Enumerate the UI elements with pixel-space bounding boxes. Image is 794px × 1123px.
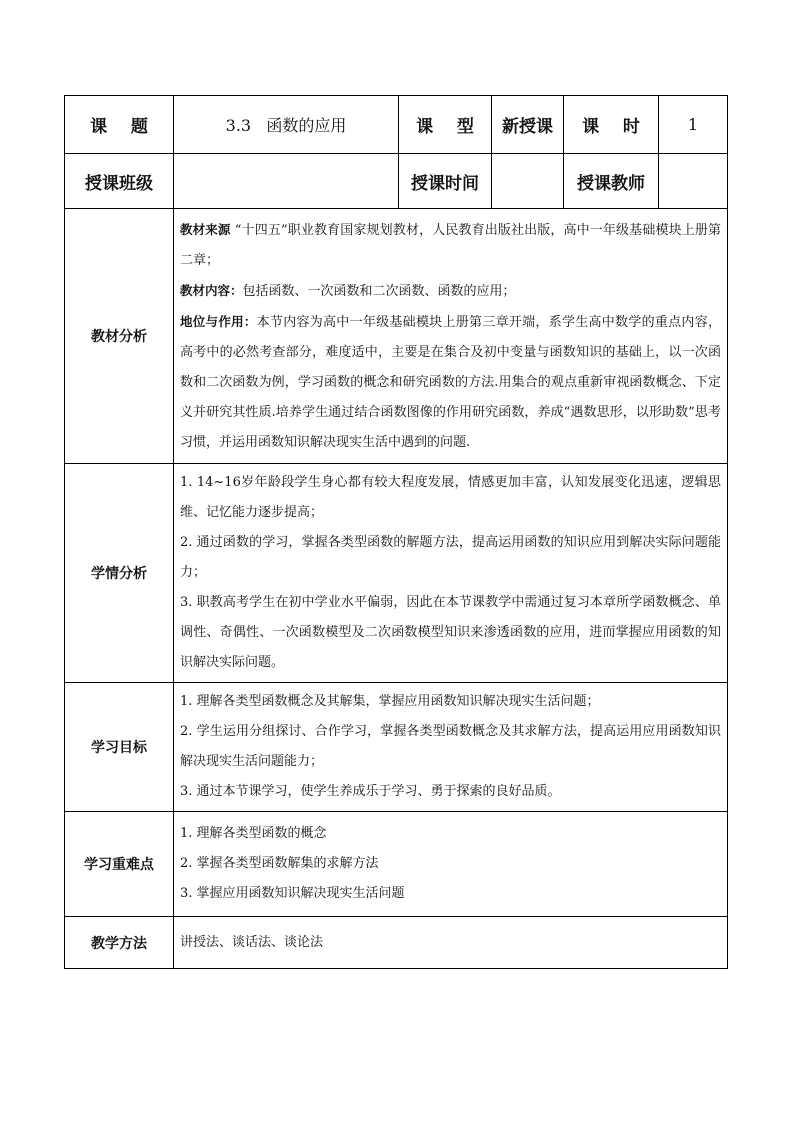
material-role: [180, 307, 721, 458]
material-source-text: “十四五”职业教育国家规划教材，人民教育出版社出版，高中一年级基础模块上册第二章；: [180, 222, 721, 268]
key-points-item: 2. 掌握各类型函数解集的求解方法: [180, 856, 379, 871]
material-source: [180, 215, 721, 276]
key-points-label: 学习重难点: [65, 812, 174, 917]
time-label: 授课时间: [399, 154, 492, 209]
goals-item: 1. 理解各类型函数概念及其解集，掌握应用函数知识解决现实生活问题；: [180, 694, 600, 709]
students-item: 3. 职教高考学生在初中学业水平偏弱，因此在本节课教学中需通过复习本章所学函数概念、单调性、奇偶性、一次函数模型及二次函数模型知识来渗透函数的应用，进而掌握应用函数的知识解决实际问题。: [180, 595, 721, 670]
students-label: 学情分析: [65, 464, 174, 683]
key-points-item: 3. 掌握应用函数知识解决现实生活问题: [180, 886, 405, 901]
methods-label: 教学方法: [65, 917, 174, 969]
goals-row: [65, 683, 728, 812]
header-row-1: [65, 96, 728, 154]
lesson-plan-table: [64, 95, 728, 969]
students-item: 2. 通过函数的学习，掌握各类型函数的解题方法，提高运用函数的知识应用到解决实际问题能力；: [180, 535, 721, 580]
period-label: 课 时: [564, 96, 659, 154]
key-points-item: 1. 理解各类型函数的概念: [180, 826, 327, 841]
methods-row: [65, 917, 728, 969]
topic-label: 课 题: [65, 96, 174, 154]
material-content-line: [180, 276, 721, 307]
students-item: 1. 14~16岁年龄段学生身心都有较大程度发展，情感更加丰富，认知发展变化迅速，逻辑思维、记忆能力逐步提高；: [180, 475, 721, 520]
class-value: [174, 154, 399, 209]
students-row: [65, 464, 728, 683]
type-value: 新授课: [492, 96, 564, 154]
students-content: [174, 464, 728, 683]
material-role-text: 本节内容为高中一年级基础模块上册第三章开端，系学生高中数学的重点内容，高考中的必然考查部分，难度适中，主要是在集合及初中变量与函数知识的基础上，以一次函数和二次函数为例，学习函数的概念和研究函数的方法.用集合的观点重新审视函数概念、下定义并研究其性质.培养学生通过结合函数图像的作用研究函数，养成“遇数思形，以形助数”思考习惯，并运用函数知识解决现实生活中遇到的问题.: [180, 314, 721, 450]
material-content-title: 教材内容：: [180, 282, 243, 298]
goals-item: 2. 学生运用分组探讨、合作学习，掌握各类型函数概念及其求解方法，提高运用应用函数知识解决现实生活问题能力；: [180, 724, 721, 769]
material-role-title: 地位与作用：: [180, 313, 257, 329]
period-value: 1: [659, 96, 728, 154]
material-content-text: 包括函数、一次函数和二次函数、函数的应用；: [242, 283, 516, 299]
time-value: [492, 154, 564, 209]
material-content: [174, 209, 728, 464]
methods-content: 讲授法、谈话法、谈论法: [174, 917, 728, 969]
topic-value: 3.3 函数的应用: [174, 96, 399, 154]
material-label: 教材分析: [65, 209, 174, 464]
goals-label: 学习目标: [65, 683, 174, 812]
goals-item: 3. 通过本节课学习，使学生养成乐于学习、勇于探索的良好品质。: [180, 784, 561, 799]
class-label: 授课班级: [65, 154, 174, 209]
material-row: [65, 209, 728, 464]
type-label: 课 型: [399, 96, 492, 154]
material-source-title: 教材来源: [180, 221, 231, 237]
key-points-row: [65, 812, 728, 917]
key-points-content: [174, 812, 728, 917]
header-row-2: [65, 154, 728, 209]
goals-content: [174, 683, 728, 812]
teacher-label: 授课教师: [564, 154, 659, 209]
teacher-value: [659, 154, 728, 209]
